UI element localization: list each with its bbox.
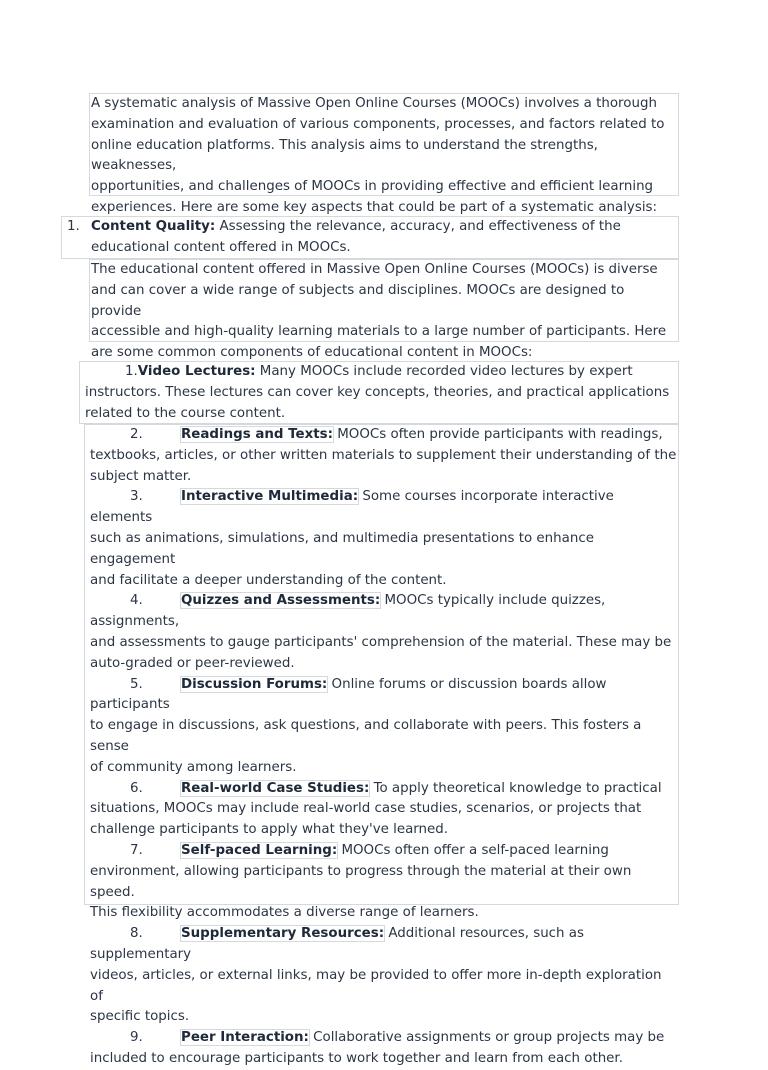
sub-item-title: Supplementary Resources: — [181, 926, 385, 942]
sub-item-description: Collaborative assignments or group projects may be — [308, 1030, 665, 1046]
sub-item-description: MOOCs typically include quizzes, assignments, — [90, 593, 606, 630]
sub-item-list — [84, 424, 679, 1066]
sub-item-number: 6. — [130, 780, 143, 796]
intro-line: experiences. Here are some key aspects that could be part of a systematic analysis: — [91, 199, 658, 215]
sub-item-line: and facilitate a deeper understanding of the content. — [90, 572, 447, 588]
sub-item-line: such as animations, simulations, and multimedia presentations to enhance engagement — [90, 530, 594, 567]
sub-item-title: Peer Interaction: — [181, 1030, 309, 1046]
sub-item-line: to engage in discussions, ask questions, and collaborate with peers. This fosters a sense — [90, 718, 642, 754]
list-item-text — [91, 217, 676, 259]
sub-item-number: 7. — [130, 842, 143, 858]
sub-item-line: subject matter. — [90, 468, 192, 484]
sub-item-number: 3. — [130, 489, 143, 505]
sub-item-line: situations, MOOCs may include real-world case studies, scenarios, or projects that — [90, 801, 642, 817]
sub-item-number: 9. — [130, 1030, 143, 1046]
sub-item-self-paced — [90, 841, 678, 924]
sub-item-line: videos, articles, or external links, may be provided to offer more in-depth exploration of — [90, 967, 662, 1004]
intro-paragraph — [89, 93, 679, 215]
sub-item-title: Discussion Forums: — [181, 676, 328, 692]
sub-item-line: and assessments to gauge participants' comprehension of the material. These may be — [90, 634, 672, 650]
sub-item-title: Readings and Texts: — [181, 427, 333, 442]
sub-item-number: 4. — [130, 593, 143, 609]
list-item-description: Assessing the relevance, accuracy, and effectiveness of the — [215, 219, 621, 234]
list-item-description-line: educational content offered in MOOCs. — [91, 239, 351, 255]
sub-item-line: included to encourage participants to work together and learn from each other. — [90, 1050, 623, 1066]
list-item-content-quality — [61, 216, 679, 259]
content-line: are some common components of educational content in MOOCs: — [91, 345, 533, 361]
sub-item-description: MOOCs often provide participants with readings, — [332, 427, 663, 442]
sub-item-line: instructors. These lectures can cover key concepts, theories, and practical applications — [85, 384, 670, 400]
sub-item-case-studies — [90, 779, 678, 841]
sub-item-line: This flexibility accommodates a diverse range of learners. — [90, 905, 479, 921]
content-line: accessible and high-quality learning materials to a large number of participants. Here — [91, 324, 667, 340]
sub-item-quizzes — [90, 591, 678, 674]
sub-item-line: auto-graded or peer-reviewed. — [90, 655, 295, 671]
sub-item-line: related to the course content. — [85, 405, 286, 421]
intro-line: examination and evaluation of various components, processes, and factors related to — [91, 116, 665, 132]
list-item-number: 1. — [67, 219, 80, 234]
sub-item-description: Many MOOCs include recorded video lectures by expert — [255, 364, 633, 379]
sub-item-number: 5. — [130, 676, 143, 692]
sub-item-forums — [90, 675, 678, 779]
intro-line: A systematic analysis of Massive Open Online Courses (MOOCs) involves a thorough — [91, 96, 657, 111]
sub-item-description: Online forums or discussion boards allow participants — [90, 676, 607, 713]
sub-item-line: specific topics. — [90, 1009, 190, 1025]
sub-item-line: textbooks, articles, or other written materials to supplement their understanding of the — [90, 447, 677, 463]
intro-line: online education platforms. This analysis aims to understand the strengths, weaknesses, — [91, 137, 598, 174]
sub-item-line: of community among learners. — [90, 759, 297, 775]
sub-item-description: MOOCs often offer a self-paced learning — [337, 842, 609, 858]
list-item-title: Content Quality: — [91, 219, 216, 234]
sub-item-number: 8. — [130, 926, 143, 942]
content-line: The educational content offered in Massive Open Online Courses (MOOCs) is diverse — [91, 262, 658, 277]
sub-item-title: Real-world Case Studies: — [181, 780, 370, 796]
sub-item-peer-interaction — [90, 1028, 678, 1070]
sub-item-supplementary — [90, 924, 678, 1028]
content-line: and can cover a wide range of subjects and disciplines. MOOCs are designed to provide — [91, 282, 625, 319]
sub-item-number: 2. — [130, 427, 143, 442]
sub-item-description: Additional resources, such as supplementary — [90, 926, 584, 962]
sub-item-title: Video Lectures: — [137, 364, 256, 379]
sub-item-number: 1. — [125, 364, 138, 379]
sub-item-line: challenge participants to apply what they've learned. — [90, 822, 449, 838]
sub-item-readings — [90, 425, 678, 487]
sub-item-title: Self-paced Learning: — [181, 842, 338, 858]
sub-item-title: Interactive Multimedia: — [181, 489, 359, 505]
intro-line: opportunities, and challenges of MOOCs in providing effective and efficient learning — [91, 179, 654, 195]
sub-item-description: Some courses incorporate interactive elements — [90, 489, 614, 526]
sub-item-description: To apply theoretical knowledge to practical — [369, 780, 662, 796]
sub-item-video-lectures — [79, 361, 679, 424]
content-paragraph — [89, 259, 679, 361]
sub-item-multimedia — [90, 487, 678, 591]
sub-item-title: Quizzes and Assessments: — [181, 593, 381, 609]
sub-item-line: environment, allowing participants to progress through the material at their own speed. — [90, 863, 632, 900]
